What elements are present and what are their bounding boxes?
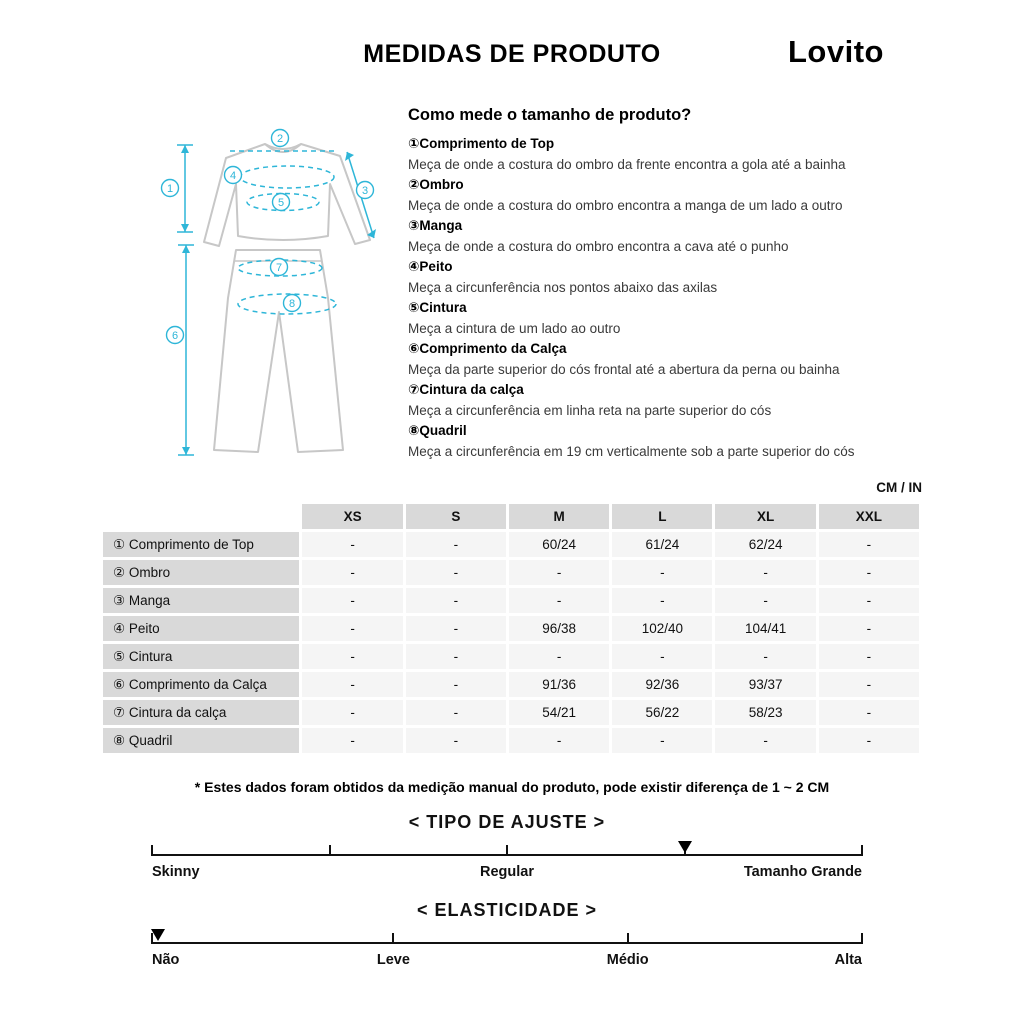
measure-cell: - <box>406 672 506 697</box>
elasticity-label-alta: Alta <box>834 952 862 968</box>
measure-cell: - <box>302 644 402 669</box>
size-column-header: XS <box>302 504 402 529</box>
guide-item-desc: Meça de onde a costura do ombro encontra a cava até o punho <box>408 238 789 254</box>
elasticity-scale-track <box>152 928 862 946</box>
guide-item-label: ⑧Quadril <box>408 423 467 438</box>
row-label: ⑥ Comprimento da Calça <box>103 672 299 697</box>
svg-text:7: 7 <box>275 262 283 274</box>
table-row <box>103 616 919 641</box>
guide-item-label: ②Ombro <box>408 177 464 192</box>
svg-text:5: 5 <box>277 197 285 209</box>
measure-cell: - <box>715 728 815 753</box>
row-label: ⑧ Quadril <box>103 728 299 753</box>
fit-scale-title: < TIPO DE AJUSTE > <box>408 812 606 832</box>
measure-cell: - <box>302 672 402 697</box>
measure-cell: - <box>819 672 919 697</box>
measure-cell: - <box>612 588 712 613</box>
elasticity-scale-labels <box>152 952 862 972</box>
guide-item-label: ④Peito <box>408 259 453 274</box>
measure-cell: - <box>715 588 815 613</box>
elasticity-label-medio: Médio <box>606 952 649 968</box>
row-label: ④ Peito <box>103 616 299 641</box>
measure-cell: - <box>819 532 919 557</box>
measure-cell: - <box>302 616 402 641</box>
pants-outline <box>214 250 343 452</box>
brand-logo: Lovito <box>788 34 884 69</box>
callout-7-icon <box>271 259 288 276</box>
measure-cell: 96/38 <box>509 616 609 641</box>
callout-1-icon <box>162 180 179 197</box>
size-table <box>100 501 922 756</box>
row-label: ③ Manga <box>103 588 299 613</box>
guide-item-label: ⑥Comprimento da Calça <box>408 341 567 356</box>
unit-label: CM / IN <box>876 480 922 495</box>
size-column-header: L <box>612 504 712 529</box>
measure-cell: 58/23 <box>715 700 815 725</box>
measure-cell: 91/36 <box>509 672 609 697</box>
measure-cell: - <box>302 560 402 585</box>
measure-cell: - <box>509 560 609 585</box>
table-row <box>103 700 919 725</box>
measure-cell: - <box>509 588 609 613</box>
elasticity-scale-title: < ELASTICIDADE > <box>416 900 598 920</box>
elasticity-scale <box>152 900 862 972</box>
measure-cell: 92/36 <box>612 672 712 697</box>
table-row <box>103 532 919 557</box>
guide-item <box>408 421 922 462</box>
measure-cell: - <box>509 644 609 669</box>
guide-item-label: ①Comprimento de Top <box>408 136 555 151</box>
elasticity-scale-marker-icon <box>151 929 165 941</box>
row-label: ② Ombro <box>103 560 299 585</box>
guide-item <box>408 134 922 175</box>
measure-cell: - <box>612 728 712 753</box>
guide-item-desc: Meça da parte superior do cós frontal até a abertura da perna ou bainha <box>408 361 840 377</box>
svg-text:1: 1 <box>166 183 174 195</box>
row-label: ① Comprimento de Top <box>103 532 299 557</box>
measurement-footnote: * Estes dados foram obtidos da medição manual do produto, pode existir diferença de 1 ~ 2 CM <box>194 779 830 795</box>
measure-cell: - <box>302 588 402 613</box>
measure-cell: - <box>302 700 402 725</box>
table-corner-cell <box>103 504 299 529</box>
svg-text:2: 2 <box>276 133 284 145</box>
table-header-row <box>103 504 919 529</box>
measure-cell: - <box>406 644 506 669</box>
scale-tick <box>151 845 153 856</box>
measure-guide <box>408 106 922 462</box>
fit-label-skinny: Skinny <box>152 864 200 880</box>
measure-cell: - <box>819 588 919 613</box>
measure-cell: - <box>302 532 402 557</box>
table-row <box>103 644 919 669</box>
measure-cell: 54/21 <box>509 700 609 725</box>
elasticity-label-nao: Não <box>152 952 180 968</box>
table-row <box>103 560 919 585</box>
scale-tick <box>627 933 629 944</box>
measure-cell: - <box>302 728 402 753</box>
fit-label-regular: Regular <box>480 864 534 880</box>
callout-5-icon <box>273 194 290 211</box>
measure-cell: - <box>819 616 919 641</box>
measure-cell: - <box>406 588 506 613</box>
guide-item <box>408 216 922 257</box>
elasticity-scale-line <box>152 942 862 944</box>
measure-cell: - <box>612 644 712 669</box>
size-column-header: S <box>406 504 506 529</box>
measure-cell: - <box>819 700 919 725</box>
size-column-header: M <box>509 504 609 529</box>
product-measure-diagram <box>146 120 408 468</box>
measure-cell: - <box>715 560 815 585</box>
measure-cell: - <box>406 616 506 641</box>
measure-cell: 60/24 <box>509 532 609 557</box>
measure-cell: 56/22 <box>612 700 712 725</box>
fit-scale-labels <box>152 864 862 884</box>
measure-cell: 61/24 <box>612 532 712 557</box>
scale-tick <box>861 845 863 856</box>
fit-scale-track <box>152 840 862 858</box>
fit-scale-marker-icon <box>678 841 692 853</box>
guide-item-desc: Meça a cintura de um lado ao outro <box>408 320 621 336</box>
svg-text:8: 8 <box>288 298 296 310</box>
guide-item-desc: Meça de onde a costura do ombro encontra a manga de um lado a outro <box>408 197 843 213</box>
page-title: MEDIDAS DE PRODUTO <box>363 40 661 68</box>
guide-item-desc: Meça de onde a costura do ombro da frente encontra a gola até a bainha <box>408 156 846 172</box>
guide-item <box>408 339 922 380</box>
measure-cell: - <box>406 700 506 725</box>
row-label: ⑦ Cintura da calça <box>103 700 299 725</box>
guide-item-label: ③Manga <box>408 218 463 233</box>
measure-cell: 93/37 <box>715 672 815 697</box>
scale-tick <box>506 845 508 856</box>
measure-cell: 102/40 <box>612 616 712 641</box>
measure-cell: - <box>406 728 506 753</box>
guide-item <box>408 257 922 298</box>
guide-item <box>408 175 922 216</box>
size-column-header: XXL <box>819 504 919 529</box>
fit-type-scale <box>152 812 862 884</box>
row-label: ⑤ Cintura <box>103 644 299 669</box>
guide-item-label: ⑤Cintura <box>408 300 467 315</box>
callout-3-icon <box>357 182 374 199</box>
fit-label-tamanho-grande: Tamanho Grande <box>743 864 862 880</box>
table-row <box>103 672 919 697</box>
measure-cell: - <box>819 560 919 585</box>
guide-item-label: ⑦Cintura da calça <box>408 382 524 397</box>
svg-text:3: 3 <box>361 185 369 197</box>
callout-4-icon <box>225 167 242 184</box>
guide-item-desc: Meça a circunferência nos pontos abaixo das axilas <box>408 279 718 295</box>
guide-item-desc: Meça a circunferência em 19 cm verticalmente sob a parte superior do cós <box>408 443 855 459</box>
measure-cell: - <box>612 560 712 585</box>
measure-cell: - <box>406 560 506 585</box>
guide-heading: Como mede o tamanho de produto? <box>408 106 692 124</box>
callout-6-icon <box>167 327 184 344</box>
svg-text:4: 4 <box>229 170 237 182</box>
measure-cell: - <box>819 644 919 669</box>
measure-cell: 62/24 <box>715 532 815 557</box>
scale-tick <box>329 845 331 856</box>
callout-8-icon <box>284 295 301 312</box>
callout-2-icon <box>272 130 289 147</box>
top-garment-outline <box>204 144 370 246</box>
scale-tick <box>861 933 863 944</box>
measure-cell: - <box>509 728 609 753</box>
measure-cell: - <box>715 644 815 669</box>
guide-item-desc: Meça a circunferência em linha reta na parte superior do cós <box>408 402 772 418</box>
elasticity-label-leve: Leve <box>376 952 410 968</box>
table-row <box>103 728 919 753</box>
guide-item <box>408 380 922 421</box>
measure-cell: 104/41 <box>715 616 815 641</box>
scale-tick <box>392 933 394 944</box>
svg-text:6: 6 <box>171 330 179 342</box>
measure-cell: - <box>406 532 506 557</box>
size-column-header: XL <box>715 504 815 529</box>
measure-cell: - <box>819 728 919 753</box>
guide-item <box>408 298 922 339</box>
table-row <box>103 588 919 613</box>
